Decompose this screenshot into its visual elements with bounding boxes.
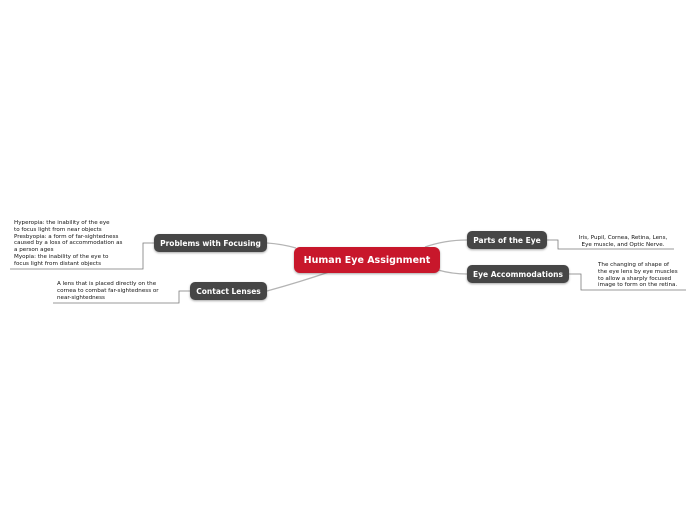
note-eye-accommodations xyxy=(598,262,678,289)
note-line: The changing of shape of xyxy=(598,262,669,268)
note-line: cornea to combat far-sightedness or xyxy=(57,287,159,294)
topic-contact-lenses[interactable] xyxy=(190,282,267,300)
note-line: A lens that is placed directly on the xyxy=(57,281,157,287)
connector-parts xyxy=(425,240,467,247)
note-contact-lenses xyxy=(57,281,159,301)
note-line: image to form on the retina. xyxy=(598,282,678,289)
central-topic-label: Human Eye Assignment xyxy=(303,254,431,266)
topic-label: Contact Lenses xyxy=(196,286,261,296)
topic-parts-of-the-eye[interactable] xyxy=(467,231,547,249)
note-line: Presbyopia: a form of far-sightedness xyxy=(14,233,119,240)
topic-label: Eye Accommodations xyxy=(473,269,563,279)
central-topic[interactable] xyxy=(294,247,440,273)
topic-label: Parts of the Eye xyxy=(473,235,541,245)
note-line: a person ages xyxy=(14,247,54,254)
note-line: the eye lens by eye muscles xyxy=(598,268,678,275)
topic-problems-with-focusing[interactable] xyxy=(154,234,267,252)
note-line: Hyperopia: the inability of the eye xyxy=(14,220,110,226)
connector-focusing xyxy=(267,243,296,248)
topic-eye-accommodations[interactable] xyxy=(467,265,569,283)
note-line: Eye muscle, and Optic Nerve. xyxy=(581,241,665,248)
note-line: to focus light from near objects xyxy=(14,226,102,233)
note-parts-of-the-eye xyxy=(568,235,678,249)
note-line: near-sightedness xyxy=(57,294,105,301)
note-line: Iris, Pupil, Cornea, Retina, Lens, xyxy=(578,235,668,241)
connector-contacts xyxy=(267,271,332,291)
note-line: focus light from distant objects xyxy=(14,260,101,267)
note-line: Myopia: the inability of the eye to xyxy=(14,253,109,260)
note-line: to allow a sharply focused xyxy=(598,275,672,282)
note-problems-with-focusing xyxy=(14,220,122,268)
connector-accommodations xyxy=(438,270,467,274)
topic-label: Problems with Focusing xyxy=(160,238,261,248)
note-line: caused by a loss of accommodation as xyxy=(14,240,123,247)
